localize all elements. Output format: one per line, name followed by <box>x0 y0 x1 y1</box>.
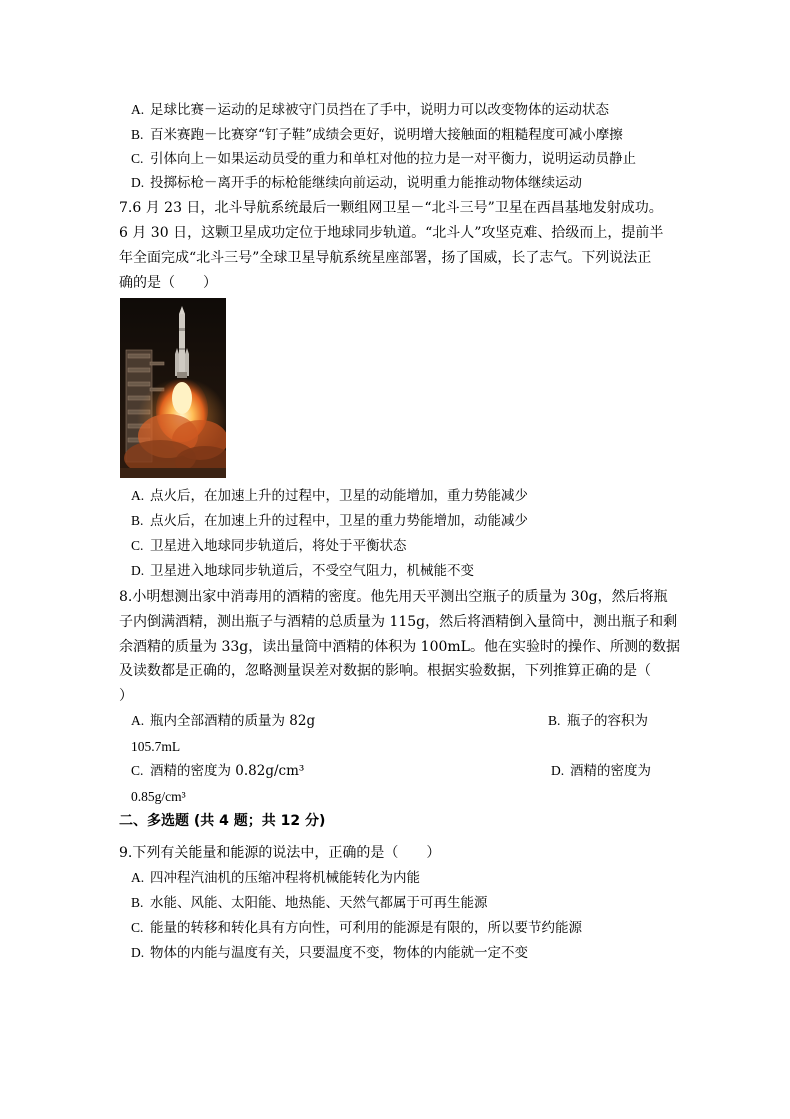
q7-stem-line-4: 确的是（ ） <box>119 275 217 291</box>
option-text: 引体向上－如果运动员受的重力和单杠对他的拉力是一对平衡力，说明运动员静止 <box>150 151 636 167</box>
option-text: 水能、风能、太阳能、地热能、天然气都属于可再生能源 <box>150 895 488 911</box>
option-label: A. <box>131 870 145 885</box>
q6-option-c <box>131 149 636 169</box>
option-label: B. <box>131 513 144 528</box>
option-label: D. <box>131 945 145 960</box>
option-text: 点火后，在加速上升的过程中，卫星的重力势能增加，动能减少 <box>150 513 528 529</box>
option-label: D. <box>131 563 145 578</box>
option-text: 卫星进入地球同步轨道后，将处于平衡状态 <box>150 538 407 554</box>
option-text: 瓶内全部酒精的质量为 82g <box>150 713 316 729</box>
option-text: 投掷标枪－离开手的标枪能继续向前运动，说明重力能推动物体继续运动 <box>150 175 582 191</box>
q7-stem-line-3: 年全面完成“北斗三号”全球卫星导航系统星座部署，扬了国威，长了志气。下列说法正 <box>119 250 652 266</box>
option-text: 点火后，在加速上升的过程中，卫星的动能增加，重力势能减少 <box>150 488 528 504</box>
option-label: A. <box>131 102 145 117</box>
q6-option-d <box>131 173 582 193</box>
q7-stem-line-1: 7.6 月 23 日，北斗导航系统最后一颗组网卫星－“北斗三号”卫星在西昌基地发射成功。 <box>119 200 663 216</box>
option-text: 酒精的密度为 <box>570 763 651 779</box>
rocket-launch-image <box>120 298 226 478</box>
q7-option-a <box>131 486 528 506</box>
option-text: 物体的内能与温度有关，只要温度不变，物体的内能就一定不变 <box>150 945 528 961</box>
option-text: 酒精的密度为 0.82g/cm³ <box>150 763 305 779</box>
option-text: 百米赛跑－比赛穿“钉子鞋”成绩会更好，说明增大接触面的粗糙程度可减小摩擦 <box>150 127 623 143</box>
option-label: C. <box>131 920 144 935</box>
option-text: 四冲程汽油机的压缩冲程将机械能转化为内能 <box>150 870 420 886</box>
q8-stem-line-1: 8.小明想测出家中消毒用的酒精的密度。他先用天平测出空瓶子的质量为 30g，然后将瓶 <box>119 589 668 605</box>
q9-option-c <box>131 918 582 938</box>
option-label: C. <box>131 763 144 778</box>
q9-option-a <box>131 868 420 888</box>
option-label: A. <box>131 488 145 503</box>
q9-option-d <box>131 943 528 963</box>
option-label: B. <box>131 127 144 142</box>
option-label: D. <box>551 763 565 778</box>
q8-stem-line-4: 及读数都是正确的，忽略测量误差对数据的影响。根据实验数据，下列推算正确的是（ <box>119 663 651 679</box>
q9-option-b <box>131 893 488 913</box>
section-heading: 二、多选题 (共 4 题；共 12 分) <box>119 813 326 829</box>
q8-option-a <box>131 711 315 731</box>
option-label: B. <box>131 895 144 910</box>
q8-stem-line-2: 子内倒满酒精，测出瓶子与酒精的总质量为 115g，然后将酒精倒入量筒中，测出瓶子和剩 <box>119 614 678 630</box>
option-label: B. <box>548 713 561 728</box>
option-label: C. <box>131 538 144 553</box>
q7-option-b <box>131 511 528 531</box>
q6-option-b <box>131 125 623 145</box>
q8-option-d <box>551 761 651 781</box>
option-label: A. <box>131 713 145 728</box>
q8-stem-line-3: 余酒精的质量为 33g，读出量筒中酒精的体积为 100mL。他在实验时的操作、所测的数据 <box>119 639 680 655</box>
option-label: C. <box>131 151 144 166</box>
q7-option-c <box>131 536 407 556</box>
q7-stem-line-2: 6 月 30 日，这颗卫星成功定位于地球同步轨道。“北斗人”攻坚克难、拾级而上，提前半 <box>119 225 664 241</box>
q7-option-d <box>131 561 474 581</box>
option-text: 足球比赛－运动的足球被守门员挡在了手中，说明力可以改变物体的运动状态 <box>150 102 609 118</box>
q8-option-c <box>131 761 304 781</box>
q8-option-b <box>548 711 648 731</box>
option-label: D. <box>131 175 145 190</box>
q8-option-d-continued: 0.85g/cm³ <box>131 789 186 804</box>
option-text: 卫星进入地球同步轨道后，不受空气阻力，机械能不变 <box>150 563 474 579</box>
option-text: 瓶子的容积为 <box>567 713 648 729</box>
q6-option-a <box>131 100 609 120</box>
option-text: 能量的转移和转化具有方向性，可利用的能源是有限的，所以要节约能源 <box>150 920 582 936</box>
q9-stem: 9.下列有关能量和能源的说法中，正确的是（ ） <box>119 845 441 861</box>
q8-option-b-continued: 105.7mL <box>131 739 181 754</box>
q8-stem-line-5: ） <box>119 688 133 704</box>
